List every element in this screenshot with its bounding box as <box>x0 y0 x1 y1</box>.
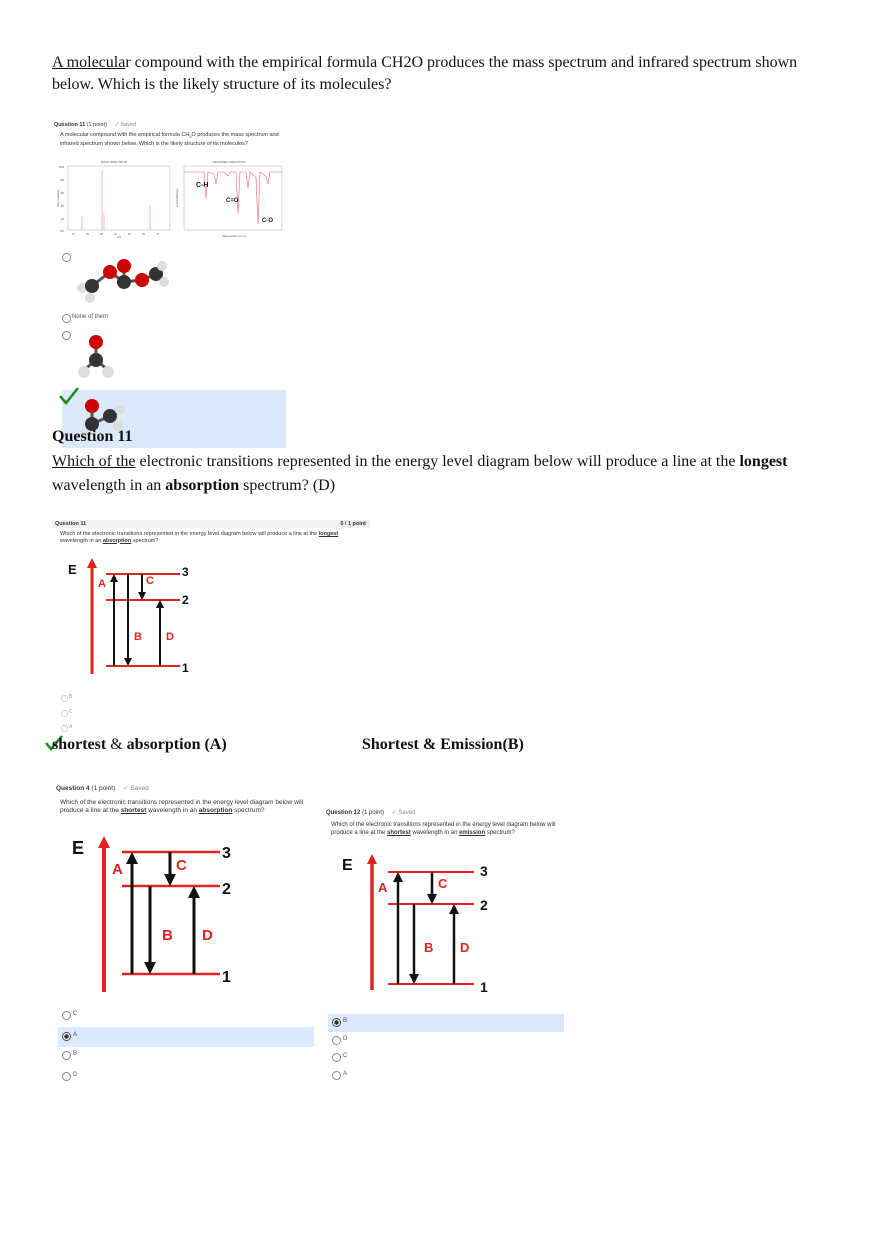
q2-underlined-prefix: Which of the <box>52 453 136 470</box>
transition-label-D: D <box>202 927 213 944</box>
q2-option-a: A <box>69 724 73 730</box>
transition-label-B: B <box>424 940 434 955</box>
q4-shot-header: Question 4 (1 point) ✓ Saved <box>56 785 149 792</box>
mass-ytick: 100 <box>58 165 64 169</box>
mass-ytick: 80 <box>60 178 64 182</box>
ir-xlabel: Wavenumber (cm-1) <box>222 235 246 238</box>
q2-option-radio-c[interactable] <box>61 710 68 717</box>
correct-check-icon <box>58 386 80 406</box>
q4-selected-highlight <box>58 1027 314 1047</box>
q2-screenshot <box>52 518 370 738</box>
mass-xlabel: m/z <box>116 236 122 238</box>
level-label-2: 2 <box>480 897 488 913</box>
energy-label-E: E <box>68 562 77 577</box>
question-1-text <box>52 52 842 96</box>
mass-xtick: 10 <box>72 233 75 236</box>
q1-underlined-prefix: A molecula <box>52 54 126 71</box>
q12-option-radio-d[interactable] <box>332 1036 341 1045</box>
q2-bold-longest: longest <box>739 453 788 470</box>
q1-shot-header: Question 11 (1 point) ✓ Saved <box>54 122 137 128</box>
row3-right-heading: Shortest & Emission(B) <box>362 736 524 753</box>
q12-option-radio-c[interactable] <box>332 1053 341 1062</box>
level-label-2: 2 <box>222 881 231 898</box>
mass-ytick: 60 <box>60 191 64 195</box>
level-label-1: 1 <box>182 661 189 675</box>
ir-ylabel: Transmittance <box>175 188 179 208</box>
transition-label-D: D <box>460 940 470 955</box>
energy-label-E: E <box>342 857 353 874</box>
transition-label-B: B <box>134 631 142 643</box>
q12-option-radio-a[interactable] <box>332 1071 341 1080</box>
mass-ylabel: Rel. Intensity <box>56 189 60 207</box>
mass-xtick: 70 <box>156 233 159 236</box>
q12-option-d: D <box>343 1036 348 1042</box>
q2-shot-title: Question 11 <box>55 521 87 527</box>
q4-shot-prompt: Which of the electronic transitions represented in the energy level diagram below will produce a line at the shortest wavelength in an absorption spectrum? <box>60 799 304 814</box>
q4-option-radio-a[interactable] <box>62 1032 71 1041</box>
q12-screenshot <box>322 804 568 1086</box>
energy-label-E: E <box>72 838 85 858</box>
q1-shot-prompt: A molecular compound with the empirical formula $CH_2O$ produces the mass spectrum and infrared spectrum shown below. Which is the likely structure of its molecules? <box>60 132 279 147</box>
ir-spectrum-chart <box>174 158 284 238</box>
level-label-3: 3 <box>222 845 231 862</box>
level-label-1: 1 <box>480 979 488 994</box>
q12-option-b: B <box>343 1018 348 1024</box>
level-label-1: 1 <box>222 969 231 986</box>
transition-label-B: B <box>162 927 173 944</box>
transition-label-A: A <box>98 578 106 590</box>
mass-xtick: 20 <box>86 233 89 236</box>
q12-shot-header: Question 12 (1 point) ✓ Saved <box>326 810 416 816</box>
transition-label-C: C <box>438 876 448 891</box>
q2-option-b: B <box>69 694 73 700</box>
level-label-2: 2 <box>182 593 189 607</box>
q4-option-c: C <box>73 1011 78 1017</box>
mass-spectrum-chart <box>54 158 174 238</box>
q4-option-b: B <box>73 1051 78 1057</box>
energy-diagram-q12 <box>340 850 520 994</box>
q1-option-radio-3[interactable] <box>62 331 71 340</box>
energy-diagram-q4 <box>66 832 266 992</box>
transition-label-C: C <box>176 857 187 874</box>
mass-xtick: 50 <box>128 233 131 236</box>
q4-option-a: A <box>73 1032 78 1038</box>
mass-xtick: 60 <box>142 233 145 236</box>
q12-option-a: A <box>343 1071 348 1077</box>
level-label-3: 3 <box>480 863 488 879</box>
ir-label-ch: C-H <box>196 182 209 189</box>
q1-option-radio-2[interactable] <box>62 314 71 323</box>
mass-ytick: 40 <box>60 204 64 208</box>
q2-heading: Question 11 <box>52 428 133 445</box>
q1-option-none: None of them <box>72 314 109 320</box>
molecule-formaldehyde-option <box>72 332 132 382</box>
q2-bold-absorption: absorption <box>165 477 240 494</box>
q12-option-radio-b[interactable] <box>332 1018 341 1027</box>
mass-ytick: 20 <box>60 217 64 221</box>
saved-status: ✓ Saved <box>114 122 137 128</box>
transition-label-C: C <box>146 575 154 587</box>
q12-selected-highlight <box>328 1014 564 1032</box>
q4-option-radio-b[interactable] <box>62 1051 71 1060</box>
transition-label-D: D <box>166 631 174 643</box>
mass-ytick: 0.0 <box>59 229 64 233</box>
q4-option-d: D <box>73 1072 78 1078</box>
q2-shot-prompt: Which of the electronic transitions represented in the energy level diagram below will produce a line at the longest wavelength in an absorption spectrum? <box>60 531 339 544</box>
q4-option-radio-c[interactable] <box>62 1011 71 1020</box>
transition-label-A: A <box>112 861 123 878</box>
transition-label-A: A <box>378 880 388 895</box>
mass-title: MASS SPECTRUM <box>100 160 128 164</box>
q2-shot-score: 0 / 1 point <box>340 521 366 527</box>
row3-left-heading: shortest & absorption (A) <box>52 736 227 753</box>
q2-option-radio-b[interactable] <box>61 695 68 702</box>
q2-option-c: C <box>69 709 73 715</box>
mass-xtick: 40 <box>114 233 117 236</box>
question-2-text: Which of the electronic transitions represented in the energy level diagram below will produce a line at the longest wavelength in an absorption spectrum? (D) <box>52 453 788 494</box>
ir-label-co-double: C=O <box>226 198 239 204</box>
ir-label-co: C-O <box>262 218 273 224</box>
molecule-ester-option <box>70 258 170 308</box>
ir-title: INFRARED SPECTRUM <box>212 160 246 164</box>
level-label-3: 3 <box>182 565 189 579</box>
q1-body: r compound with the empirical formula CH2O produces the mass spectrum and infrared spectrum shown below. Which is the likely structure of its molecules? <box>52 54 798 93</box>
q4-screenshot <box>52 780 318 1090</box>
q2-option-radio-a[interactable] <box>61 725 68 732</box>
mass-xtick: 30 <box>100 233 103 236</box>
q12-shot-prompt: Which of the electronic transitions represented in the energy level diagram below will produce a line at the shortest wavelength in an emission spectrum? <box>331 822 556 836</box>
q4-option-radio-d[interactable] <box>62 1072 71 1081</box>
energy-diagram-small <box>60 554 210 678</box>
q12-option-c: C <box>343 1053 348 1059</box>
q1-screenshot <box>52 118 292 448</box>
